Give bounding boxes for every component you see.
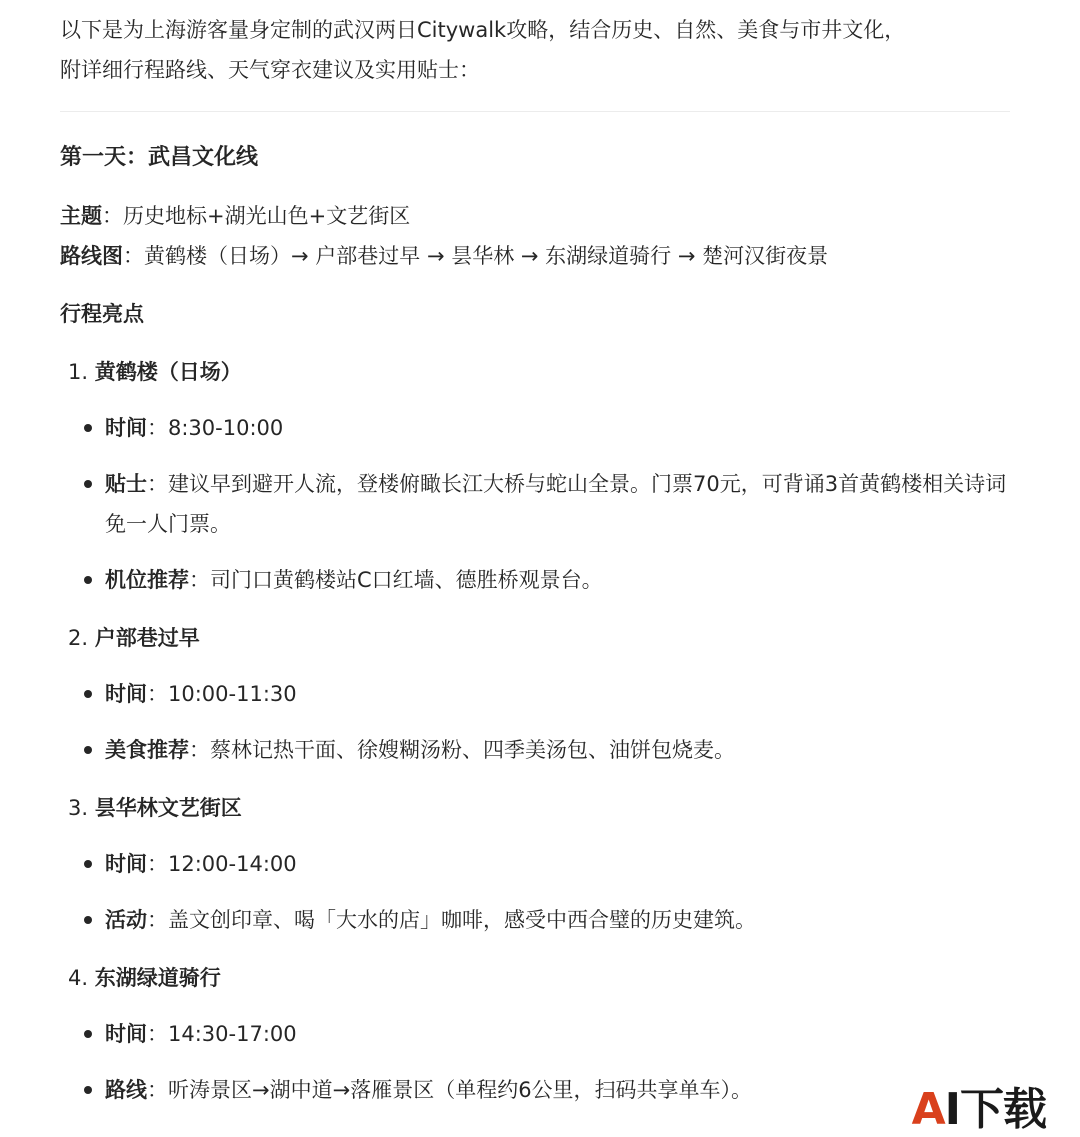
item-label: 时间 bbox=[105, 682, 147, 706]
stop-2-details bbox=[60, 674, 1010, 770]
route-line bbox=[60, 236, 1010, 276]
list-item bbox=[60, 674, 1010, 714]
bullet-dot-icon bbox=[84, 1030, 92, 1038]
bullet-dot-icon bbox=[84, 746, 92, 754]
list-item bbox=[60, 730, 1010, 770]
list-item bbox=[60, 464, 1010, 544]
stop-4-title bbox=[68, 958, 1010, 998]
stop-3 bbox=[60, 788, 1010, 940]
bullet-dot-icon bbox=[84, 1086, 92, 1094]
stop-2-name: 户部巷过早 bbox=[94, 626, 200, 650]
stop-3-details bbox=[60, 844, 1010, 940]
bullet-dot-icon bbox=[84, 916, 92, 924]
route-value: ：黄鹤楼（日场）→ 户部巷过早 → 昙华林 → 东湖绿道骑行 → 楚河汉街夜景 bbox=[123, 244, 829, 268]
stop-1-title bbox=[68, 352, 1010, 392]
item-label: 时间 bbox=[105, 416, 147, 440]
bullet-dot-icon bbox=[84, 690, 92, 698]
stop-4-number: 4. bbox=[68, 966, 95, 990]
theme-line bbox=[60, 196, 1010, 236]
section-divider bbox=[60, 111, 1010, 112]
stop-3-name: 昙华林文艺街区 bbox=[94, 796, 242, 820]
bullet-dot-icon bbox=[84, 480, 92, 488]
stop-2 bbox=[60, 618, 1010, 770]
watermark-logo bbox=[912, 1085, 1046, 1135]
stop-4-name: 东湖绿道骑行 bbox=[94, 966, 221, 990]
item-label: 时间 bbox=[105, 1022, 147, 1046]
stop-2-number: 2. bbox=[68, 626, 95, 650]
intro-line-1: 以下是为上海游客量身定制的武汉两日Citywalk攻略，结合历史、自然、美食与市井文化， bbox=[60, 18, 906, 42]
item-text: ：蔡林记热干面、徐嫂糊汤粉、四季美汤包、油饼包烧麦。 bbox=[189, 738, 735, 762]
item-text: ：12:00-14:00 bbox=[147, 852, 297, 876]
bullet-dot-icon bbox=[84, 424, 92, 432]
list-item bbox=[60, 1070, 1010, 1110]
item-label: 美食推荐 bbox=[105, 738, 189, 762]
item-text: ：盖文创印章、喝「大水的店」咖啡，感受中西合璧的历史建筑。 bbox=[147, 908, 756, 932]
theme-label: 主题 bbox=[60, 204, 102, 228]
watermark-letter-a: A bbox=[911, 1084, 945, 1135]
article-content bbox=[60, 10, 1010, 1110]
item-text: ：14:30-17:00 bbox=[147, 1022, 297, 1046]
day-1-meta bbox=[60, 196, 1010, 276]
item-text: ：听涛景区→湖中道→落雁景区（单程约6公里，扫码共享单车）。 bbox=[147, 1078, 753, 1102]
list-item bbox=[60, 408, 1010, 448]
bullet-dot-icon bbox=[84, 576, 92, 584]
item-label: 活动 bbox=[105, 908, 147, 932]
theme-value: ：历史地标+湖光山色+文艺街区 bbox=[102, 204, 411, 228]
item-text: ：建议早到避开人流，登楼俯瞰长江大桥与蛇山全景。门票70元，可背诵3首黄鹤楼相关诗词免一人门票。 bbox=[105, 472, 1007, 536]
stop-2-title bbox=[68, 618, 1010, 658]
item-label: 时间 bbox=[105, 852, 147, 876]
item-label: 贴士 bbox=[105, 472, 147, 496]
route-label: 路线图 bbox=[60, 244, 123, 268]
intro-paragraph bbox=[60, 10, 1010, 90]
list-item bbox=[60, 844, 1010, 884]
stop-1-number: 1. bbox=[68, 360, 95, 384]
stop-3-number: 3. bbox=[68, 796, 95, 820]
stop-1-name: 黄鹤楼（日场） bbox=[94, 360, 242, 384]
item-label: 机位推荐 bbox=[105, 568, 189, 592]
list-item bbox=[60, 900, 1010, 940]
item-text: ：司门口黄鹤楼站C口红墙、德胜桥观景台。 bbox=[189, 568, 603, 592]
day-1-title: 第一天：武昌文化线 bbox=[60, 145, 259, 170]
item-label: 路线 bbox=[105, 1078, 147, 1102]
highlights-title: 行程亮点 bbox=[60, 302, 144, 326]
stop-1 bbox=[60, 352, 1010, 600]
stop-4 bbox=[60, 958, 1010, 1110]
item-text: ：10:00-11:30 bbox=[147, 682, 297, 706]
list-item bbox=[60, 1014, 1010, 1054]
item-text: ：8:30-10:00 bbox=[147, 416, 284, 440]
stop-1-details bbox=[60, 408, 1010, 600]
list-item bbox=[60, 560, 1010, 600]
stop-3-title bbox=[68, 788, 1010, 828]
bullet-dot-icon bbox=[84, 860, 92, 868]
intro-line-2: 附详细行程路线、天气穿衣建议及实用贴士： bbox=[60, 58, 480, 82]
stop-4-details bbox=[60, 1014, 1010, 1110]
watermark-rest: I下载 bbox=[944, 1084, 1046, 1135]
